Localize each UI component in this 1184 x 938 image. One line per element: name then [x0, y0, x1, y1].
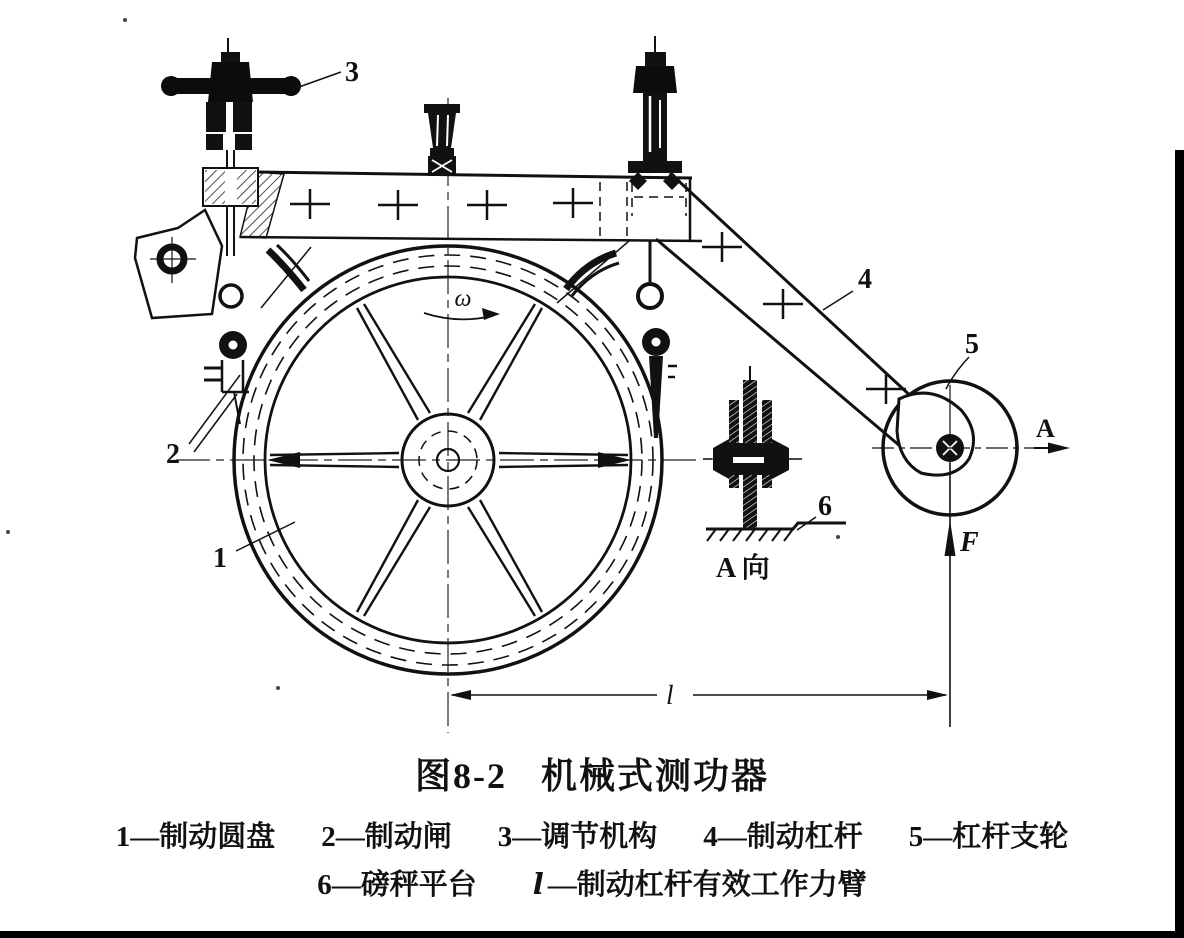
part-name: 调节机构: [541, 821, 658, 853]
figure-caption: [0, 748, 1184, 799]
separator: —: [130, 821, 160, 853]
part-number: 3: [497, 821, 513, 853]
view-a-title: A 向: [716, 553, 770, 584]
rotation-annotation: [424, 286, 500, 320]
separator: —: [331, 869, 361, 901]
top-middle-bolt: [424, 104, 460, 176]
legend-row-1: [0, 814, 1184, 855]
callout-1: 1: [213, 543, 227, 574]
left-support-plate: [135, 210, 222, 318]
beam-hidden-lines: [600, 182, 686, 238]
legend-item-l: [529, 862, 867, 903]
top-right-bolt: [628, 36, 682, 190]
callout-2: 2: [166, 439, 180, 470]
separator: —: [512, 821, 542, 853]
callout-5: 5: [965, 329, 979, 360]
part-number: 1: [115, 821, 131, 853]
callout-4: 4: [858, 264, 872, 295]
omega-label: ω: [454, 286, 472, 312]
ground-hatching: [707, 529, 793, 541]
callout-6: 6: [818, 491, 832, 522]
part-name: 制动杠杆有效工作力臂: [576, 869, 867, 901]
part-number: 5: [908, 821, 924, 853]
part-name: 制动圆盘: [159, 821, 276, 853]
view-a-arrow-label: A: [1036, 414, 1055, 443]
part-number: 6: [317, 869, 332, 901]
separator: —: [923, 821, 953, 853]
legend-item-3: [498, 814, 658, 855]
part-number: 2: [321, 821, 336, 853]
dimension-label: l: [666, 680, 674, 710]
force-label: F: [960, 527, 979, 558]
part-name: 杠杆支轮: [952, 821, 1069, 853]
part-name: 制动闸: [364, 821, 452, 853]
legend-item-5: [909, 814, 1069, 855]
figure-title: 机械式测功器: [540, 756, 769, 796]
figure-number: 图8-2: [414, 756, 507, 796]
dimension-line: [450, 680, 948, 710]
legend-row-2: [0, 862, 1184, 903]
legend-item-4: [703, 814, 863, 855]
part-name: 磅秤平台: [360, 869, 477, 901]
separator: —: [547, 869, 577, 901]
part-number: 4: [703, 821, 718, 853]
part-number: l: [532, 867, 544, 901]
callout-3: 3: [345, 57, 359, 88]
legend-item-6: [317, 862, 477, 903]
right-band-rod: [638, 241, 677, 438]
separator: —: [335, 821, 365, 853]
part-name: 制动杠杆: [746, 821, 863, 853]
legend-item-2: [321, 814, 452, 855]
legend-item-1: [116, 814, 276, 855]
separator: —: [717, 821, 747, 853]
scale-platform-detail: [703, 366, 846, 584]
